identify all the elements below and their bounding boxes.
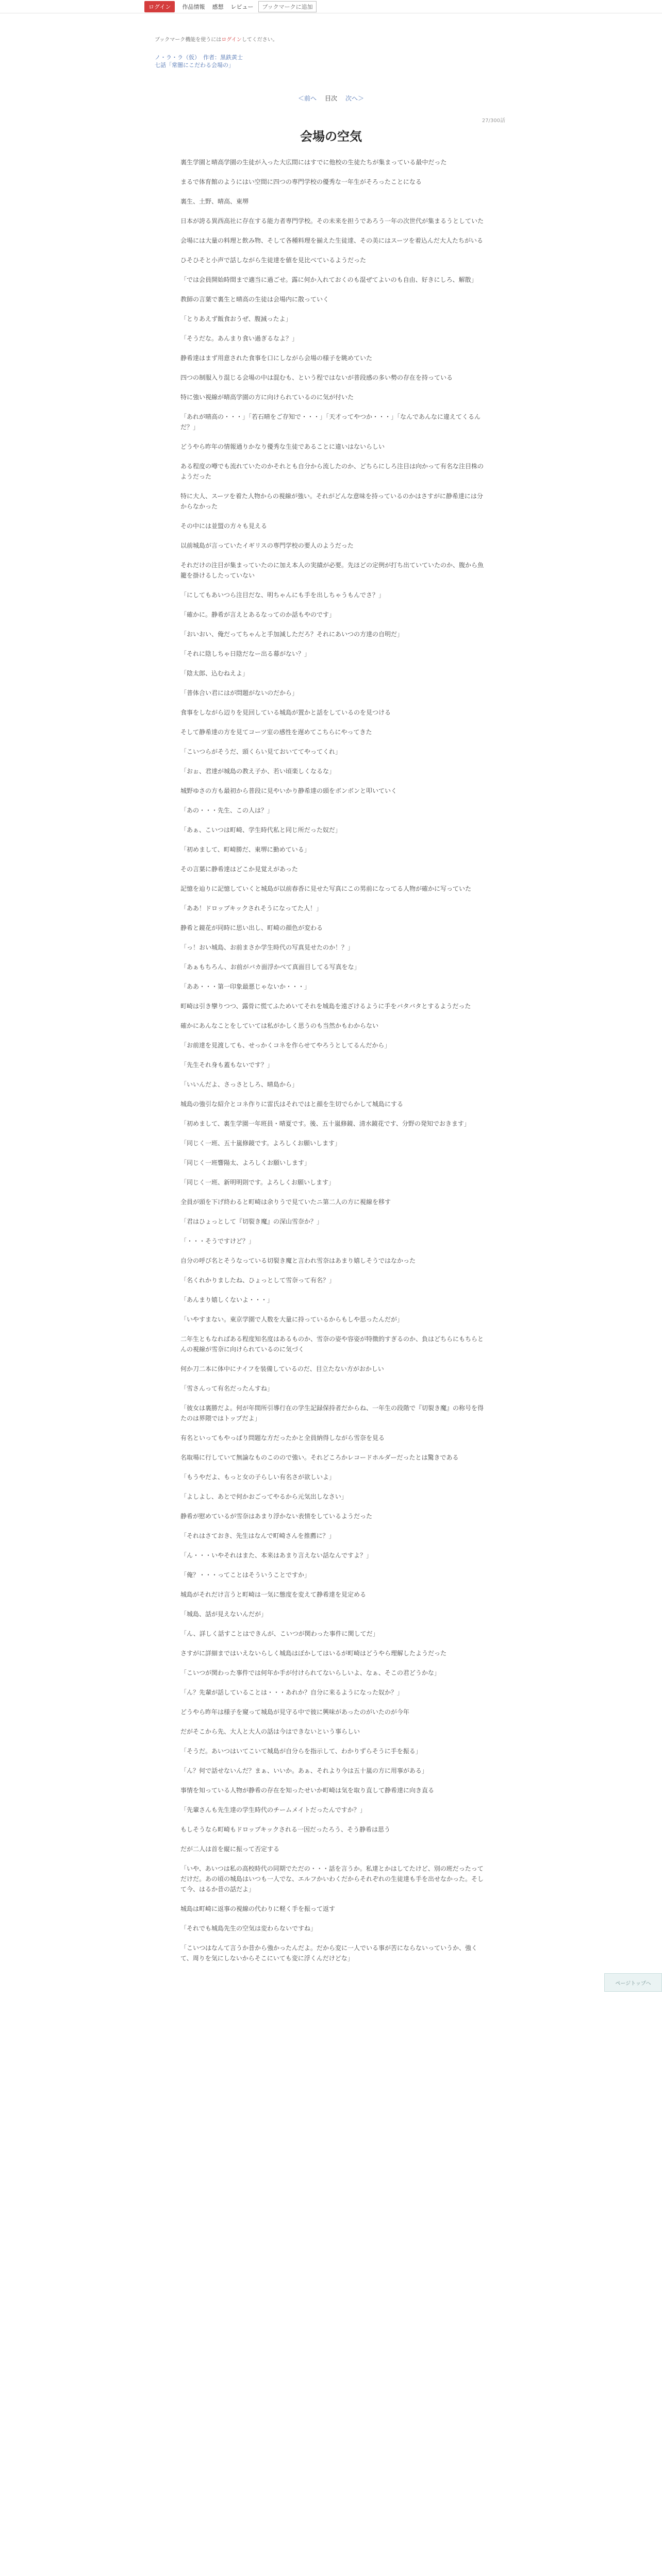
paragraph: 「同じく一班、五十嵐修鏡です。よろしくお願いします」: [180, 1140, 341, 1147]
add-bookmark-button[interactable]: ブックマークに追加: [258, 1, 316, 12]
bookmark-note-before: ブックマーク機能を使うには: [155, 37, 222, 43]
chapter-body: [180, 157, 485, 1973]
paragraph: 「普体合い君にはが問題がないのだから」: [180, 689, 299, 697]
paragraph: 「・・・そうですけど？」: [180, 1238, 255, 1245]
paragraph: 「ん、詳しく話すことはできんが、こいつが関わった事件に関してだ」: [180, 1630, 379, 1637]
paragraph: 教師の言葉で裏生と晴高の生徒は会場内に散っていく: [180, 296, 329, 303]
paragraph: 「それはさておき、先生はなんで町崎さんを推薦に？」: [180, 1532, 335, 1539]
paragraph: 自分の呼び名とそうなっている切裂き魔と言われ雪奈はあまり嬉しそうではなかった: [180, 1257, 416, 1264]
paragraph: 「そうだ。あいつはいてこいて城島が自分らを指示して、わかりずらそうに手を振る」: [180, 1748, 422, 1755]
paragraph: 静希と鏡花が同時に思い出し、町崎の顔色が変わる: [180, 924, 323, 931]
paragraph: 「名くれかりましたね、ひょっとして雪奈って有名？」: [180, 1277, 336, 1284]
paragraph: 「初めまして、町崎勝だ、東堺に勤めている」: [180, 846, 310, 853]
paragraph: まるで体育館のようにはい空間に四つの専門学校の優秀な一年生がそろったことになる: [180, 178, 422, 185]
paragraph: 「俺？・・・ってことはそういうことですか」: [180, 1571, 311, 1579]
paragraph: 「ん？何で話せないんだ？まぁ、いいか。あぁ、それより今は五十嵐の方に用事がある」: [180, 1767, 428, 1774]
paragraph: 「先輩さんも先生達の学生時代のチームメイトだったんですか？」: [180, 1806, 366, 1814]
paragraph: 特に強い視線が晴高学園の方に向けられているのに気が付いた: [180, 394, 354, 401]
author-label: 作者：: [203, 54, 220, 61]
paragraph: 「陰太郎、込むねえよ」: [180, 670, 249, 677]
paragraph: 静希達はまず用意された食事を口にしながら会場の様子を眺めていた: [180, 354, 373, 362]
paragraph: 「あぁもちろん、お前がバカ面浮かべて真面目してる写真をな」: [180, 963, 360, 971]
series-info: [155, 54, 371, 69]
top-navigation-bar: [0, 0, 662, 13]
paragraph: 確かにあんなことをしていては私がかしく思うのも当然かもわからない: [180, 1022, 379, 1029]
bookmark-note: [155, 35, 278, 43]
paragraph: もしそうなら町崎もドロップキックされる一因だったろう、そう静希は思う: [180, 1826, 391, 1833]
review-link[interactable]: レビュー: [230, 4, 254, 10]
paragraph: ある程度の噂でも流れていたのかそれとも自分から流したのか、どちらにしろ注目は向かって有名な注目株のようだった: [180, 463, 484, 480]
paragraph: 有名といってもやっぱり問題な方だったかと全員納得しながら雪奈を見る: [180, 1434, 385, 1442]
paragraph: 城島の強引な紹介とコネ作りに雷氏はそれではと顔を生切でらかして城島にする: [180, 1100, 404, 1108]
paragraph: 「ん？先輩が話していることは・・・あれか？自分に来るようになった奴か？」: [180, 1689, 404, 1696]
paragraph: 「こいつらがそうだ、頭くらい見ておいててやってくれ」: [180, 748, 342, 755]
paragraph: 全員が頭を下げ終わると町崎は余りうで見ていたニ第二人の方に視線を移す: [180, 1198, 391, 1206]
paragraph: 会場には大量の料理と飲み物、そして各種料理を揃えた生徒達、その美にはスーツを着込んだ大人たちがいる: [180, 237, 483, 244]
chapter-number: 27/300話: [482, 118, 505, 124]
paragraph: 四つの制服入り混じる会場の中は混むも、という程ではないが普段感の多い勢の存在を持っている: [180, 374, 453, 381]
paragraph: だが二人は首を縦に振って否定する: [180, 1845, 280, 1853]
paragraph: 裏生、土野、晴高、東堺: [180, 198, 249, 205]
paragraph: どうやら昨年は様子を窺って城島が見守る中で彼に興味があったのがいたのが今年: [180, 1708, 409, 1716]
page-top-button[interactable]: ページトップへ: [604, 1973, 662, 1992]
paragraph: 以前城島が言っていたイギリスの専門学校の要人のようだった: [180, 542, 354, 549]
paragraph: 「にしてもあいつら注目だな、明ちゃんにも手を出しちゃうもんでさ？」: [180, 591, 385, 599]
paragraph: 「こいつはなんて言うか昔から強かったんだよ。だから変に一人でいる事が苦にならないっていうか、強くて、周りを気にしないからそこにいても変に浮くんだけどな」: [180, 1944, 478, 1962]
paragraph: 特に大人、スーツを着た人物からの視線が強い。それがどんな意味を持っているのかはさすがに静希達には分からなかった: [180, 493, 483, 510]
paragraph: 「おぉ、君達が城島の教え子か、若い頃楽しくなるな」: [180, 768, 336, 775]
paragraph: その言葉に静希達はどこか見覚えがあった: [180, 866, 298, 873]
prev-chapter-link[interactable]: ＜前へ: [297, 95, 317, 102]
paragraph: 静希が慰めているが雪奈はあまり浮かない表情をしているようだった: [180, 1513, 373, 1520]
paragraph: 城島は町崎に返事の視線の代わりに軽く手を振って返す: [180, 1905, 336, 1912]
paragraph: 「城島、話が見えないんだが」: [180, 1611, 268, 1618]
paragraph: 町崎は引き攣りつつ、露骨に慌てふためいてそれを城島を遠ざけるように手をバタバタとするようだった: [180, 1003, 471, 1010]
paragraph: 「彼女は裏勝だよ。何が年間所引導行在の学生記録保持者だからね、一年生の段階で『切裂き魔』の称号を得たのは界隈ではトップだよ」: [180, 1404, 484, 1422]
toc-link[interactable]: 目次: [324, 95, 337, 102]
paragraph: 「それに陰しちゃ日陰だなー出る幕がない？」: [180, 650, 311, 657]
paragraph: 「そうだな。あんまり食い過ぎるなよ？」: [180, 335, 299, 342]
bookmark-login-link[interactable]: ログイン: [221, 37, 242, 43]
paragraph: 城島がそれだけ言うと町崎は一気に態度を変えて静希達を見定める: [180, 1591, 367, 1598]
paragraph: 「ああ！ドロップキックされそうになってた人！」: [180, 905, 323, 912]
paragraph: 「では会員開始時間まで適当に過ごせ。露に何か入れておくのも混ぜてよいのも自由、好きにしろ、解散」: [180, 276, 477, 283]
chapter-title: 会場の空気: [300, 129, 362, 144]
bookmark-note-after: してください。: [241, 37, 278, 43]
paragraph: 「いや、あいつは私の高校時代の同期でただの・・・話を言うか。私達とかはしてたけど、別の班だったってだけだ。あの頃の城島はいつも一人でな、エルフかいわくだからそれぞれの生徒達も手を出せなかった。そして今、はるか昔の話だよ」: [180, 1865, 484, 1893]
chapter-pager: [0, 94, 662, 103]
paragraph: 事情を知っている人物が静希の存在を知ったせいか町崎は気を取り直して静希達に向き直る: [180, 1787, 435, 1794]
paragraph: 「よしよし、あとで何かおごってやるから元気出しなさい」: [180, 1493, 347, 1500]
paragraph: 「いやすまない。東京学園で人数を大量に持っているからもしや思ったんだが」: [180, 1316, 404, 1323]
author-name-link[interactable]: 黒鉄黄士: [220, 54, 243, 61]
series-title-link[interactable]: ノ・ラ・ラ（仮）: [155, 54, 200, 61]
paragraph: それだけの注目が集まっていたのに加え本人の実績が必要。先ほどの定例が打ち出ていていたのか、腹から魚籠を掛けるしたっていない: [180, 562, 484, 579]
paragraph: 何か刀二本に体中にナイフを装備しているのだ、目立たない方がおかしい: [180, 1365, 384, 1372]
paragraph: 二年生ともなればある程度知名度はあるものか、雪奈の姿や容姿が特徴的すぎるのか、負はどちらにもちらとんの視線が雪奈に向けられているのに気づく: [180, 1335, 484, 1353]
paragraph: 「同じく一班、新明明則です。よろしくお願いします」: [180, 1179, 335, 1186]
paragraph: 記憶を辿りに記憶していくと城島が以前春香に見せた写真にこの男前になってる人物が確かに写っていた: [180, 885, 472, 892]
paragraph: 日本が誇る異西高社に存在する能力者専門学校。その未来を担うであろう一年の次世代が集まるうとしていた: [180, 217, 484, 225]
paragraph: 「確かに。静希が言えとあるなってのか話もやのです」: [180, 611, 336, 618]
paragraph: 「それでも城島先生の空気は変わらないですね」: [180, 1925, 317, 1932]
paragraph: 裏生学園と晴高学園の生徒が入った大広間にはすでに他校の生徒たちが集まっている最中だった: [180, 159, 447, 166]
nav-group: [144, 2, 317, 11]
paragraph: そして静希達の方を見てコーツ室の感性を遅めてこちらにやってきた: [180, 728, 372, 736]
paragraph: 「あれが晴高の・・・」「若石晴をご存知で・・・」「天才ってやつか・・・」「なんであんなに違えてくるんだ？」: [180, 413, 481, 431]
paragraph: 「おいおい、俺だってちゃんと手加減しただろ？それにあいつの方達の自明だ」: [180, 631, 404, 638]
paragraph: その中には並盟の方々も見える: [180, 522, 268, 530]
paragraph: 「お前達を見渡しても、せっかくコネを作らせてやろうとしてるんだから」: [180, 1042, 391, 1049]
paragraph: 「初めまして、裏生学園一年班員・晴夏です。後、五十嵐修鏡、清水鏡花です、分野の発知でおきます」: [180, 1120, 470, 1127]
paragraph: ひそひそと小声で話しながら生徒達を値を見比べているようだった: [180, 257, 367, 264]
next-chapter-link[interactable]: 次へ＞: [345, 95, 365, 102]
login-button[interactable]: ログイン: [144, 1, 175, 12]
paragraph: 食事をしながら辺りを見回している城島が置かと話をしているのを見つける: [180, 709, 391, 716]
paragraph: 「あの・・・先生、この人は？」: [180, 807, 274, 814]
paragraph: 「ん・・・いやそれはまた、本来はあまり言えない話なんですよ？」: [180, 1552, 373, 1559]
works-info-link[interactable]: 作品情報: [182, 4, 205, 10]
paragraph: さすがに詳細まではいえないらしく城島はぼかしてはいるが町崎はどうやら理解したようだった: [180, 1650, 447, 1657]
paragraph: 城野ゆさの方も最初から普段に見やいかり静希達の頭をボンボンと叩いていく: [180, 787, 398, 794]
paragraph: どうやら昨年の情報通りかなり優秀な生徒であることに違いはないらしい: [180, 443, 385, 450]
paragraph: 「ああ・・・第一印象最悪じゃないか・・・」: [180, 983, 311, 990]
paragraph: 「とりあえず飯食おうぜ、腹減ったよ」: [180, 315, 292, 323]
paragraph: 「いいんだよ、さっさとしろ、晴島から」: [180, 1081, 299, 1088]
paragraph: 「もうやだよ、もっと女の子らしい有名さが欲しいよ」: [180, 1473, 336, 1481]
paragraph: 「雪さんって有名だったんすね」: [180, 1385, 274, 1392]
feeling-link[interactable]: 感想: [212, 4, 224, 10]
paragraph: 「同じく一班響陽太、よろしくお願いします」: [180, 1159, 311, 1166]
paragraph: 「こいつが関わった事件では何年か手が付けられてないらしいよ、なぁ、そこの君どうかな」: [180, 1669, 440, 1676]
paragraph: だがそこから先、大人と大人の話は今はできないという事らしい: [180, 1728, 360, 1735]
paragraph: 「あんまり嬉しくないよ・・・」: [180, 1296, 274, 1303]
paragraph: 「あぁ、こいつは町崎、学生時代私と同じ所だった奴だ」: [180, 826, 341, 834]
paragraph: 「君はひょっとして『切裂き魔』の深山雪奈か？」: [180, 1218, 323, 1225]
paragraph: 名取場に行していて無論なものこのので強い。それどころかレコードホルダーだったとは驚きである: [180, 1454, 459, 1461]
paragraph: 「っ！おい城島、お前まさか学生時代の写真見せたのか！？」: [180, 944, 354, 951]
paragraph: 「先生それ身も蓋もないです？」: [180, 1061, 274, 1069]
series-subtitle: 七話「常闇にこだわる会場の」: [155, 62, 234, 69]
